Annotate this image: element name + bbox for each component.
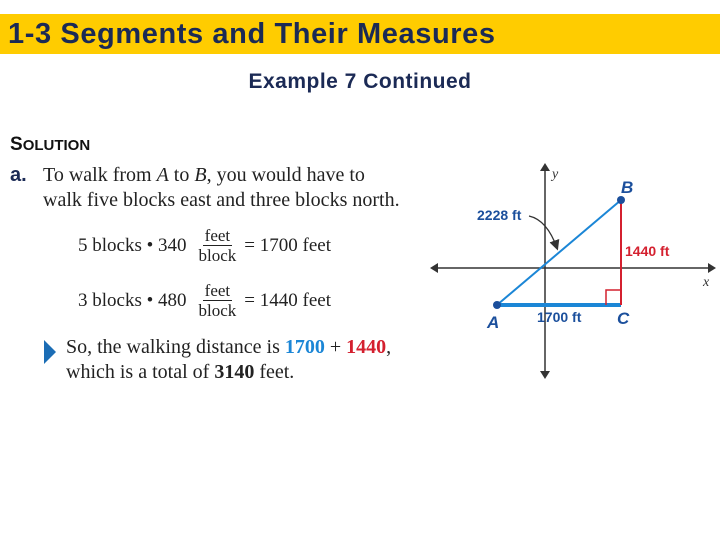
eq2-lhs: 3 blocks • 480 — [78, 289, 187, 311]
eq2-denominator: block — [198, 301, 237, 320]
hypotenuse-pointer-arrow — [529, 216, 557, 248]
hypotenuse-length-label: 2228 ft — [477, 207, 522, 223]
line1-post: , you would have to — [206, 164, 365, 186]
concl1-post: , — [386, 336, 392, 358]
eq2-numerator: feet — [204, 281, 231, 300]
concl1-red-value: 1440 — [346, 336, 387, 358]
arrow-bullet-icon — [44, 340, 56, 364]
concl2-pre: which is a total of — [66, 361, 215, 383]
part-label: a. — [10, 164, 27, 186]
eq2-rhs: = 1440 feet — [244, 289, 331, 311]
y-axis-arrow-down-icon — [540, 371, 550, 379]
solution-heading — [10, 134, 90, 156]
concl1-blue-value: 1700 — [284, 336, 325, 358]
slide-subtitle: Example 7 Continued — [248, 70, 472, 93]
point-a — [493, 301, 501, 309]
solution-heading-first: S — [10, 134, 23, 155]
x-axis-arrow-left-icon — [430, 263, 438, 273]
y-axis-label: y — [552, 167, 559, 182]
title-bar — [0, 14, 720, 54]
point-b-ref: B — [194, 164, 207, 186]
x-axis-arrow-right-icon — [708, 263, 716, 273]
line1-mid: to — [168, 164, 195, 186]
solution-line-1 — [43, 164, 365, 187]
right-angle-marker — [606, 290, 621, 305]
horizontal-length-label: 1700 ft — [537, 309, 582, 325]
coordinate-graph — [425, 158, 720, 383]
eq1-fraction — [197, 226, 239, 265]
eq1-denominator: block — [198, 246, 237, 265]
eq1-lhs: 5 blocks • 340 — [78, 234, 187, 256]
point-c-label: C — [617, 309, 630, 328]
concl2-post: feet. — [254, 361, 295, 383]
equation-2 — [78, 281, 331, 320]
vertical-length-label: 1440 ft — [625, 243, 670, 259]
concl1-pre: So, the walking distance is — [66, 336, 285, 358]
eq2-fraction — [197, 281, 239, 320]
y-axis-arrow-up-icon — [540, 163, 550, 171]
conclusion-line-1 — [66, 336, 391, 359]
eq1-rhs: = 1700 feet — [244, 234, 331, 256]
point-b — [617, 196, 625, 204]
solution-line-2: walk five blocks east and three blocks north. — [43, 189, 400, 211]
concl2-total: 3140 — [214, 361, 255, 383]
point-b-label: B — [621, 178, 634, 197]
conclusion-line-2 — [66, 361, 294, 384]
slide-title: 1-3 Segments and Their Measures — [8, 18, 496, 50]
concl1-plus: + — [324, 336, 347, 358]
eq1-numerator: feet — [204, 226, 231, 245]
point-a-ref: A — [156, 164, 169, 186]
x-axis-label: x — [703, 275, 710, 290]
point-a-label: A — [487, 313, 500, 332]
solution-heading-rest: OLUTION — [22, 137, 91, 154]
equation-1 — [78, 226, 331, 265]
line1-pre: To walk from — [43, 164, 157, 186]
